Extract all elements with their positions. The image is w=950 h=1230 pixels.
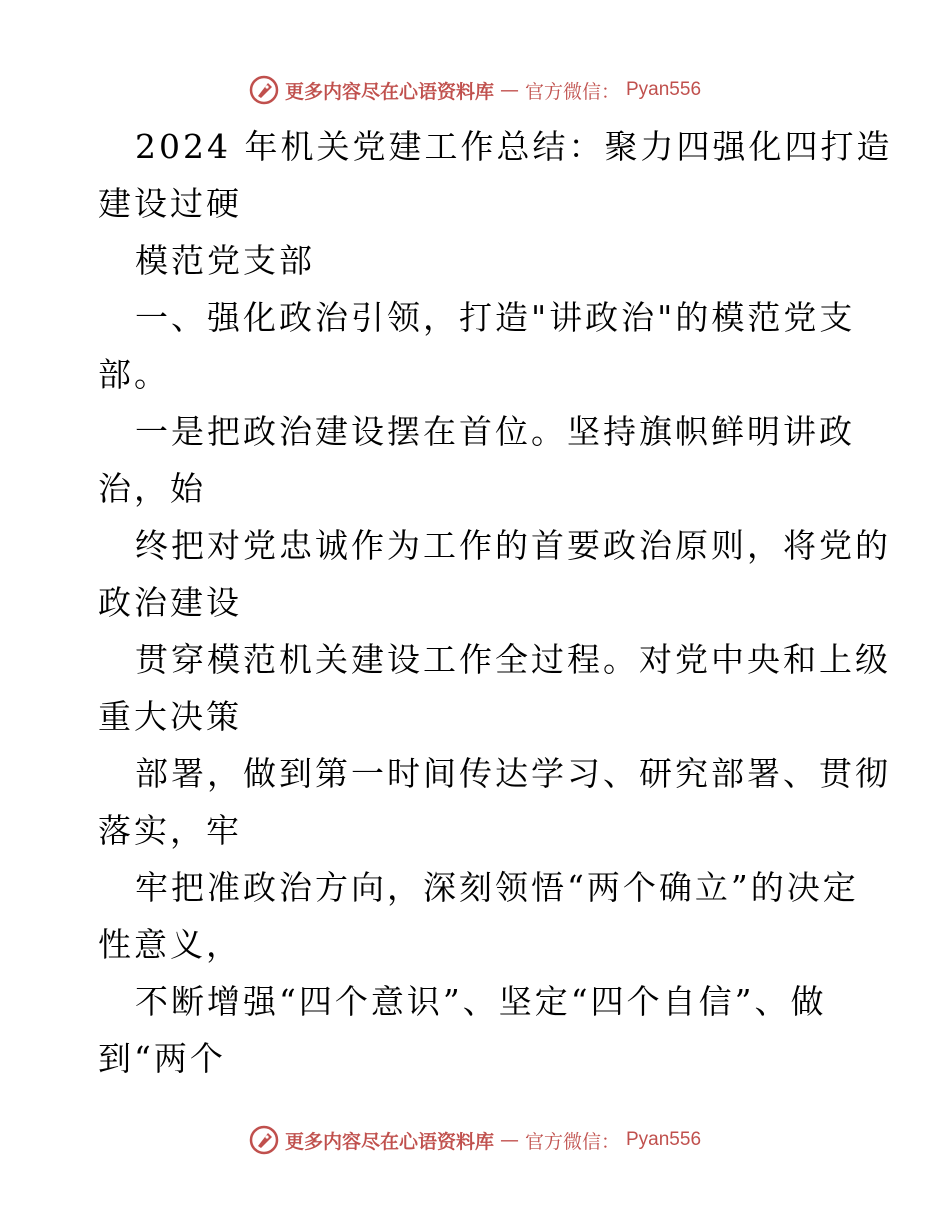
watermark-separator: —: [499, 1129, 519, 1151]
watermark-separator: —: [499, 79, 519, 101]
header-watermark: [0, 68, 950, 112]
section-heading-line-2: 部。: [98, 355, 170, 394]
pen-nib-logo-icon: [249, 1125, 279, 1155]
watermark-wechat-id: Pyan556: [626, 1129, 702, 1150]
paragraph-line: 落实，牢: [98, 811, 242, 850]
watermark-official-label: 官方微信：: [524, 80, 620, 103]
paragraph-line: 政治建设: [98, 583, 242, 622]
paragraph-line: 不断增强“四个意识”、坚定“四个自信”、做: [135, 982, 827, 1021]
watermark-brand-text: 更多内容尽在心语资料库: [284, 1130, 494, 1153]
paragraph-line: 治，始: [98, 469, 206, 508]
pen-nib-logo-icon: [249, 75, 279, 105]
watermark-brand-text: 更多内容尽在心语资料库: [284, 80, 494, 103]
footer-watermark: [0, 1118, 950, 1162]
watermark-official-label: 官方微信：: [524, 1130, 620, 1153]
watermark-wechat-id: Pyan556: [626, 79, 702, 100]
paragraph-line: 到“两个: [98, 1039, 226, 1078]
document-body: [98, 118, 893, 1087]
paragraph-line: 牢把准政治方向，深刻领悟“两个确立”的决定: [135, 868, 859, 907]
paragraph-line: 重大决策: [98, 697, 242, 736]
paragraph-line: 性意义，: [98, 925, 242, 964]
title-line-3: 模范党支部: [135, 241, 315, 280]
title-line-2: 建设过硬: [98, 184, 242, 223]
title-line-1: 2024 年机关党建工作总结：聚力四强化四打造: [135, 127, 893, 166]
paragraph-line: 终把对党忠诚作为工作的首要政治原则，将党的: [135, 526, 891, 565]
paragraph-line: 部署，做到第一时间传达学习、研究部署、贯彻: [135, 754, 891, 793]
paragraph-line: 贯穿模范机关建设工作全过程。对党中央和上级: [135, 640, 891, 679]
paragraph-line: 一是把政治建设摆在首位。坚持旗帜鲜明讲政: [135, 412, 855, 451]
section-heading-line-1: 一、强化政治引领，打造"讲政治"的模范党支: [135, 298, 856, 337]
